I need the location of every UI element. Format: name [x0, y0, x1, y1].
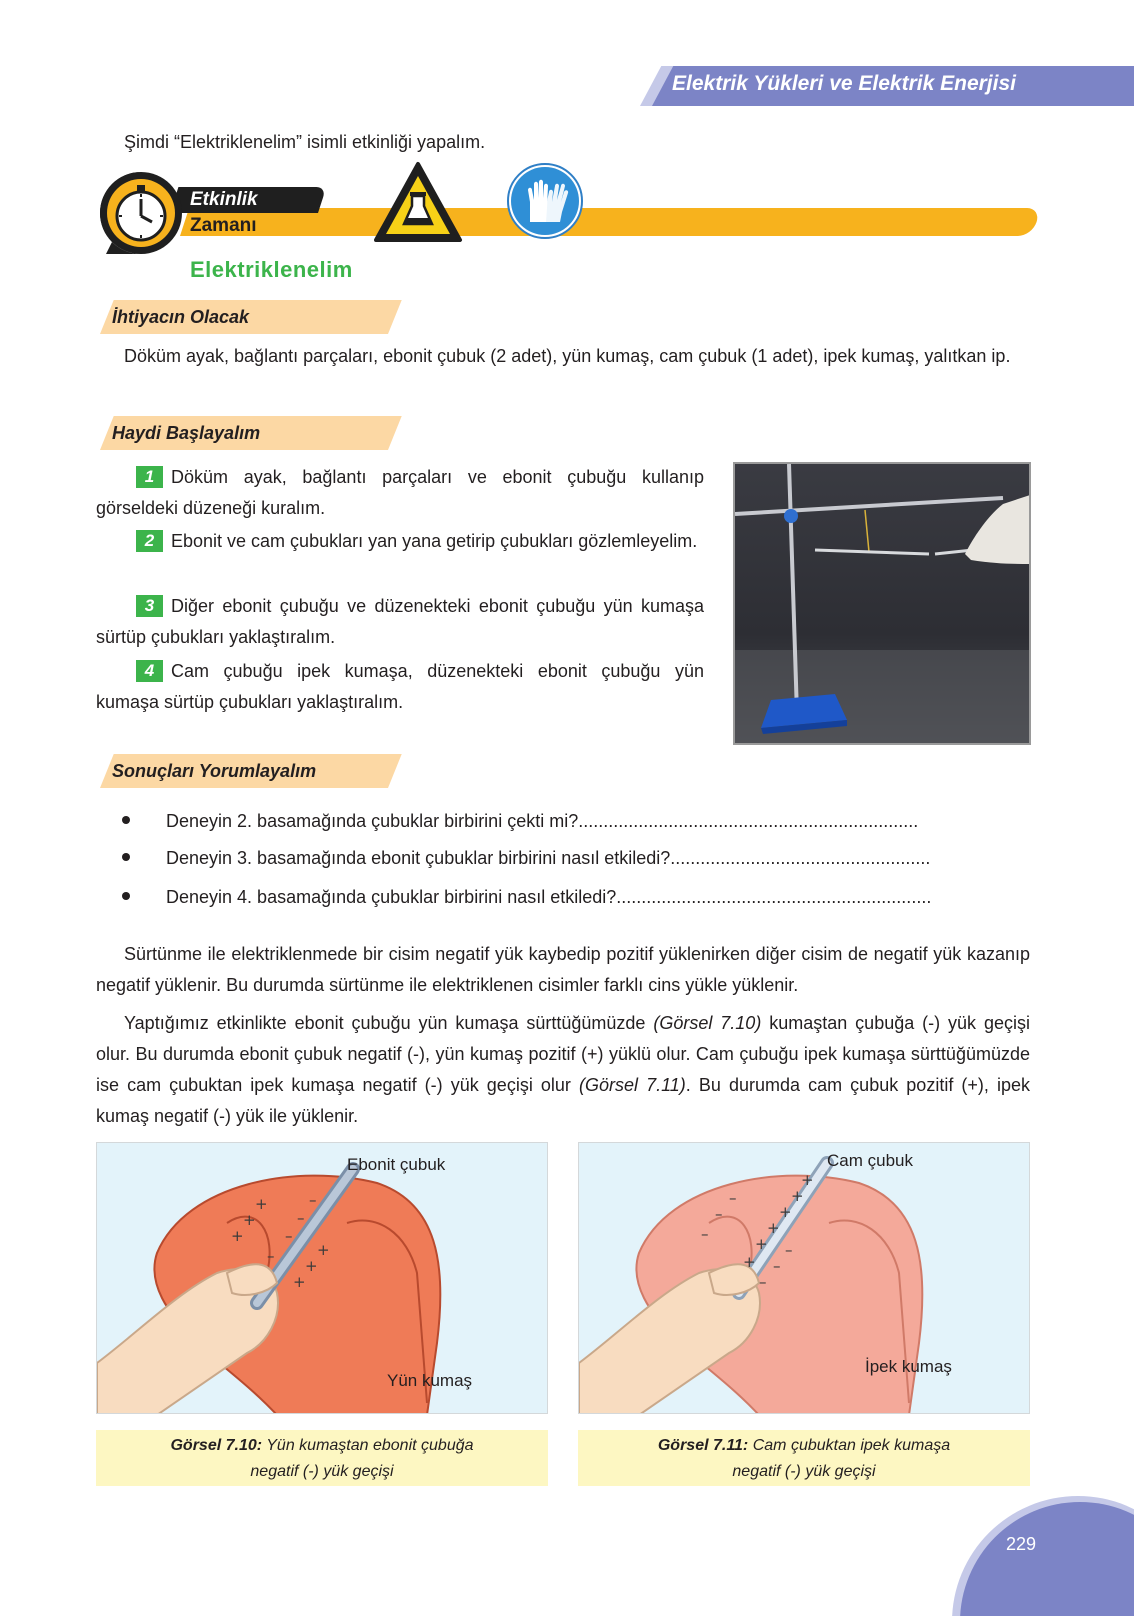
activity-label-top: Etkinlik — [190, 189, 258, 210]
caption-number: Görsel 7.10: — [170, 1437, 263, 1454]
silk-rod-illustration — [579, 1143, 1030, 1414]
question-text: Deneyin 2. basamağında çubuklar birbirini çekti mi?.................................................................... — [166, 811, 919, 831]
bullet — [122, 853, 130, 861]
svg-text:+: + — [743, 1253, 756, 1271]
svg-text:–: – — [729, 1189, 737, 1207]
rod-label: Ebonit çubuk — [347, 1155, 446, 1174]
chapter-title: Elektrik Yükleri ve Elektrik Enerjisi — [672, 72, 1016, 95]
results-heading: Sonuçları Yorumlayalım — [112, 761, 317, 781]
svg-text:–: – — [267, 1247, 275, 1265]
step-1 — [96, 462, 704, 524]
svg-text:–: – — [297, 1209, 305, 1227]
caption-text-2: negatif (-) yük geçişi — [250, 1463, 394, 1480]
page-number: 229 — [1006, 1534, 1037, 1554]
svg-text:+: + — [231, 1227, 244, 1245]
svg-text:+: + — [767, 1219, 780, 1237]
question-2 — [122, 848, 930, 869]
step-number: 4 — [136, 660, 163, 682]
activity-title: Elektriklenelim — [190, 257, 353, 282]
caption-number: Görsel 7.11: — [657, 1437, 749, 1454]
figure-7-11 — [578, 1142, 1030, 1414]
question-1 — [122, 811, 918, 832]
step-text: Ebonit ve cam çubukları yan yana getirip çubukları gözlemleyelim. — [171, 531, 698, 551]
question-text: Deneyin 4. basamağında çubuklar birbirini nasıl etkiledi?............................................................... — [166, 887, 932, 907]
svg-text:+: + — [317, 1241, 330, 1259]
page-number-badge — [960, 1502, 1134, 1616]
body-paragraph-2 — [96, 1008, 1030, 1132]
figure-reference: (Görsel 7.11) — [579, 1075, 686, 1095]
svg-text:+: + — [801, 1171, 814, 1189]
start-heading: Haydi Başlayalım — [112, 423, 261, 443]
figure-7-11-caption — [578, 1430, 1030, 1486]
bullet — [122, 892, 130, 900]
svg-text:–: – — [785, 1241, 793, 1259]
chapter-header — [640, 66, 1134, 106]
svg-text:+: + — [755, 1235, 768, 1253]
intro-text: Şimdi “Elektriklenelim” isimli etkinliği yapalım. — [124, 132, 486, 152]
svg-text:+: + — [791, 1187, 804, 1205]
svg-text:–: – — [773, 1257, 781, 1275]
bullet — [122, 816, 130, 824]
svg-text:+: + — [243, 1211, 256, 1229]
svg-text:–: – — [701, 1225, 709, 1243]
step-number: 3 — [136, 595, 163, 617]
figure-reference: (Görsel 7.10) — [653, 1013, 762, 1033]
stopwatch-icon — [96, 168, 186, 258]
rod-label: Cam çubuk — [827, 1151, 913, 1170]
figure-7-10 — [96, 1142, 548, 1414]
step-number: 2 — [136, 530, 163, 552]
svg-text:+: + — [779, 1203, 792, 1221]
caption-text: Cam çubuktan ipek kumaşa — [748, 1437, 951, 1454]
svg-text:–: – — [759, 1273, 767, 1291]
svg-text:+: + — [293, 1273, 306, 1291]
wool-rod-illustration — [97, 1143, 548, 1414]
needs-heading: İhtiyacın Olacak — [112, 307, 250, 327]
svg-text:+: + — [255, 1195, 268, 1213]
body-paragraph-1: Sürtünme ile elektriklenmede bir cisim negatif yük kaybedip pozitif yüklenirken diğer cisim de negatif yük kazanıp negatif yüklenir. Bu durumda sürtünme ile elektriklenen cisimler farklı cins yükle yüklenir. — [96, 944, 1030, 995]
chemical-warning-icon — [372, 160, 464, 244]
svg-text:–: – — [309, 1191, 317, 1209]
figure-7-10-caption — [96, 1430, 548, 1486]
setup-illustration — [735, 464, 1031, 745]
step-text: Döküm ayak, bağlantı parçaları ve ebonit çubuğu kullanıp görseldeki düzeneği kuralım. — [96, 467, 704, 518]
results-heading-bar — [100, 754, 390, 788]
experiment-setup-photo — [733, 462, 1031, 745]
body-text: Yaptığımız etkinlikte ebonit çubuğu yün kumaşa sürttüğümüzde — [124, 1013, 654, 1033]
body-text: . Bu durumda cam çubuk pozitif (+), ipek kumaş negatif (-) yük ile yüklenir. — [96, 1075, 1031, 1126]
step-2 — [96, 526, 704, 557]
step-text: Cam çubuğu ipek kumaşa, düzenekteki ebonit çubuğu yün kumaşa sürtüp çubukları yaklaştıralım. — [96, 661, 704, 712]
svg-text:–: – — [715, 1205, 723, 1223]
cloth-label: Yün kumaş — [387, 1371, 473, 1390]
needs-heading-bar — [100, 300, 390, 334]
gloves-icon — [506, 162, 584, 240]
question-text: Deneyin 3. basamağında ebonit çubuklar birbirini nasıl etkiledi?.................................................... — [166, 848, 931, 868]
body-text: kumaştan çubuğa (-) yük geçişi olur. Bu durumda ebonit çubuk negatif (-), yün kumaş pozitif (+) yüklü olur. Cam çubuğu ipek kumaşa sürttüğümüzde ise cam çubuktan ipek kumaşa negatif (-) yük geçişi olur — [96, 1013, 1030, 1095]
step-4 — [96, 656, 704, 718]
question-3 — [122, 887, 931, 908]
caption-text: Yün kumaştan ebonit çubuğa — [262, 1437, 474, 1454]
svg-text:+: + — [305, 1257, 318, 1275]
activity-label-bottom: Zamanı — [190, 215, 257, 236]
step-text: Diğer ebonit çubuğu ve düzenekteki ebonit çubuğu yün kumaşa sürtüp çubukları yaklaştıralım. — [96, 596, 704, 647]
svg-text:–: – — [285, 1227, 293, 1245]
cloth-label: İpek kumaş — [865, 1357, 952, 1376]
step-number: 1 — [136, 466, 163, 488]
step-3 — [96, 591, 704, 653]
start-heading-bar — [100, 416, 390, 450]
caption-text-2: negatif (-) yük geçişi — [732, 1463, 876, 1480]
needs-text: Döküm ayak, bağlantı parçaları, ebonit çubuk (2 adet), yün kumaş, cam çubuk (1 adet), ipek kumaş, yalıtkan ip. — [124, 346, 1011, 366]
